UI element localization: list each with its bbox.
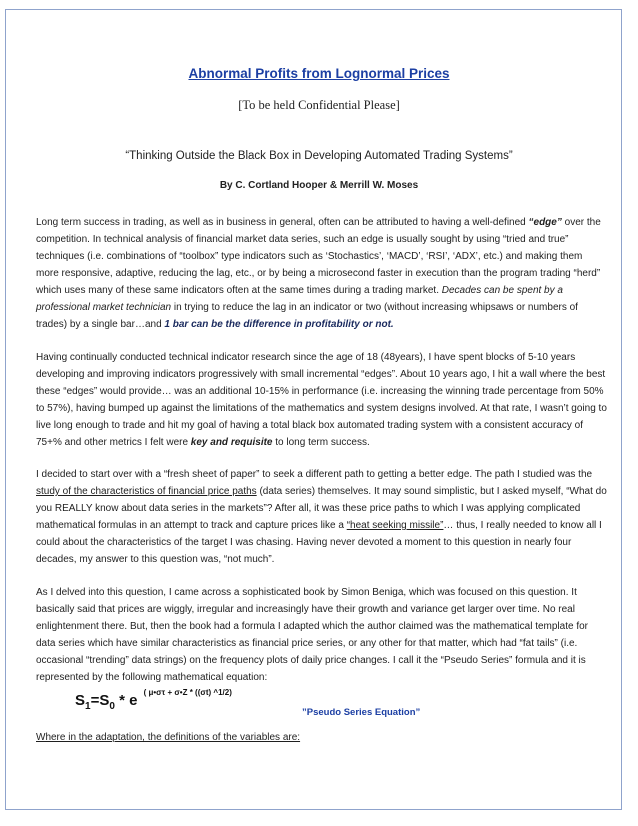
- paragraph-3-text-a: I decided to start over with a “fresh sheet of paper” to seek a different path to getting a better edge. The path I studied was the: [36, 469, 593, 480]
- paragraph-4: [36, 584, 607, 686]
- paragraph-2-italic: key and requisite: [190, 437, 273, 448]
- document-title: Abnormal Profits from Lognormal Prices: [188, 66, 450, 81]
- paragraph-4-text: As I delved into this question, I came across a sophisticated book by Simon Beniga, which was focused on this question. It basically said that prices are wiggly, irregular and increasingly have their growth and variance get larger over time. No real enlightenment there. But, then the book had a formula I adapted which the author claimed was the mathematical template for data series which have similar characteristics as financial price series, or any other for that matter, which had “fat tails” (i.e. occasional “trending” data strings) on the frequency plots of daily price changes. I call it the “Pseudo Series” formula and it is represented by the following mathematical equation:: [36, 587, 588, 683]
- heat-seeking-missile-phrase: “heat seeking missile”: [346, 520, 444, 531]
- paragraph-1-emphasis: 1 bar can be the difference in profitability or not.: [164, 319, 394, 330]
- paragraph-3: [36, 466, 607, 568]
- paragraph-1-italic: Decades can be spent by a professional market technician: [36, 285, 563, 313]
- paragraph-3-underlined: study of the characteristics of financial price paths: [36, 486, 257, 497]
- paragraph-2-text-b: to long term success.: [272, 437, 370, 448]
- equation-label: ”Pseudo Series Equation”: [302, 707, 421, 718]
- paragraph-3-text-c: … thus, I really needed to know all I could about the characteristics of the target I was chasing. Having never devoted a moment to this question in nearly four decades, my answer to this question was, “not much”.: [36, 520, 602, 565]
- paragraph-1-text-c: in trying to reduce the lag in an indicator or two (without increasing whipsaws or numbers of trades) by a single bar…and: [36, 302, 578, 330]
- paragraph-2: [36, 349, 607, 451]
- equation-s: S: [75, 692, 86, 709]
- paragraph-2-text-a: Having continually conducted technical indicator research since the age of 18 (48years), I have spent blocks of 5-10 years developing and improving indicators progressively with small incremental “edges”. About 10 years ago, I hit a wall where the best these “edges” would provide… was an additional 10-15% in performance (i.e. increasing the winning trade percentage from 50% to 57%), having bumped up against the limitations of the mathematics and system designs involved. At that rate, I wasn’t going to live long enough to trade and hit my goal of having a total black box automated trading system with a consistent accuracy of 75+% and other metrics I felt were: [36, 352, 607, 448]
- edge-emphasis: “edge”: [528, 217, 562, 228]
- equation-sub-1: 1: [85, 701, 91, 712]
- paragraph-1-text-b: over the competition. In technical analysis of financial market data series, such an edge is usually sought by using “tried and true” techniques (i.e. combinations of “toolbox” type indicators such as ‘Stochastics’, ‘MACD’, ‘RSI’, ‘ADX’, etc.) and making them more responsive, adaptive, reducing the lag, etc., or by being a microsecond faster in execution than the program trading “herd” which uses many of these same indicators often at the same times during a trading market.: [36, 217, 601, 296]
- equation-times-e: * e: [114, 692, 142, 709]
- quote-subtitle: “Thinking Outside the Black Box in Developing Automated Trading Systems”: [125, 150, 513, 162]
- pseudo-series-equation: [75, 688, 232, 712]
- equation-equals: =S: [90, 692, 110, 709]
- confidential-note: [To be held Confidential Please]: [238, 98, 400, 112]
- paragraph-3-text-b: (data series) themselves. It may sound simplistic, but I asked myself, “What do you REALLY know about data series in the markets”? After all, it was these price paths to which I was applying complicated mathematical formulas in an attempt to track and capture prices like a: [36, 486, 607, 531]
- author-byline: By C. Cortland Hooper & Merrill W. Moses: [219, 180, 419, 191]
- equation-exponent: ( μ•στ + σ•Z * ((σt) ^1/2): [143, 688, 232, 697]
- definitions-intro: Where in the adaptation, the definitions of the variables are:: [36, 732, 301, 743]
- paragraph-1-text-a: Long term success in trading, as well as in business in general, often can be attributed to having a well-defined: [36, 217, 529, 228]
- paragraph-1: [36, 214, 607, 333]
- equation-sub-0: 0: [109, 701, 115, 712]
